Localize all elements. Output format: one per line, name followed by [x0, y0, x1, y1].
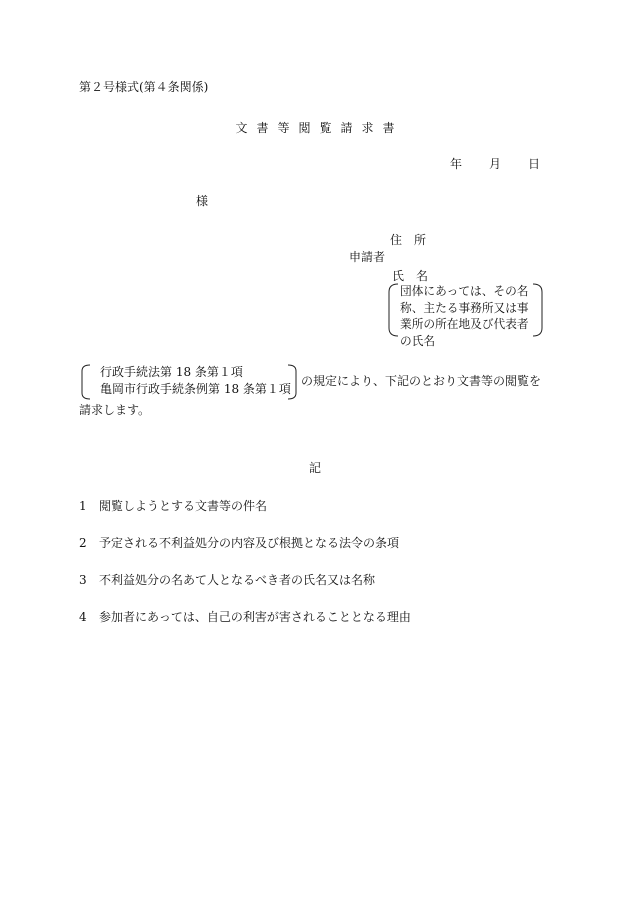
- day-label: 日: [528, 157, 541, 171]
- right-bracket-icon: [532, 283, 544, 337]
- list-item: [79, 572, 375, 589]
- item-number: 1: [79, 499, 87, 513]
- month-label: 月: [489, 157, 502, 171]
- law-options: [100, 364, 291, 399]
- list-item: [79, 535, 399, 552]
- applicant-label: 申請者: [349, 250, 386, 264]
- body-text-line-1: の規定により、下記のとおり文書等の閲覧を: [301, 374, 542, 388]
- document-title: 文書等閲覧請求書: [235, 121, 404, 135]
- list-item: [79, 498, 267, 515]
- item-text: 閲覧しようとする文書等の件名: [99, 499, 268, 513]
- ki-heading: 記: [308, 461, 321, 475]
- left-bracket-icon: [79, 364, 91, 400]
- item-number: 2: [79, 536, 87, 550]
- right-bracket-icon: [287, 364, 299, 400]
- item-text: 予定される不利益処分の内容及び根拠となる法令の条項: [99, 536, 400, 550]
- addressee-suffix: 様: [196, 194, 209, 208]
- organization-note-text: 団体にあっては、その名称、主たる事務所又は事業所の所在地及び代表者の氏名: [400, 284, 529, 348]
- year-label: 年: [450, 157, 463, 171]
- date-line: [450, 156, 540, 173]
- left-bracket-icon: [387, 283, 399, 337]
- name-label: 氏 名: [392, 269, 429, 283]
- item-number: 4: [79, 610, 87, 624]
- organization-note: [387, 283, 544, 348]
- list-item: [79, 609, 411, 626]
- item-number: 3: [79, 573, 87, 587]
- address-label: 住 所: [390, 233, 427, 247]
- law-selection: [79, 364, 299, 400]
- item-text: 参加者にあっては、自己の利害が害されることとなる理由: [99, 610, 411, 624]
- body-text-line-2: 請求します。: [79, 403, 151, 417]
- form-number: 第２号様式(第４条関係): [79, 80, 209, 94]
- law-option-2: 亀岡市行政手続条例第 18 条第１項: [100, 382, 291, 397]
- law-option-1: 行政手続法第 18 条第１項: [100, 365, 243, 379]
- item-text: 不利益処分の名あて人となるべき者の氏名又は名称: [99, 573, 376, 587]
